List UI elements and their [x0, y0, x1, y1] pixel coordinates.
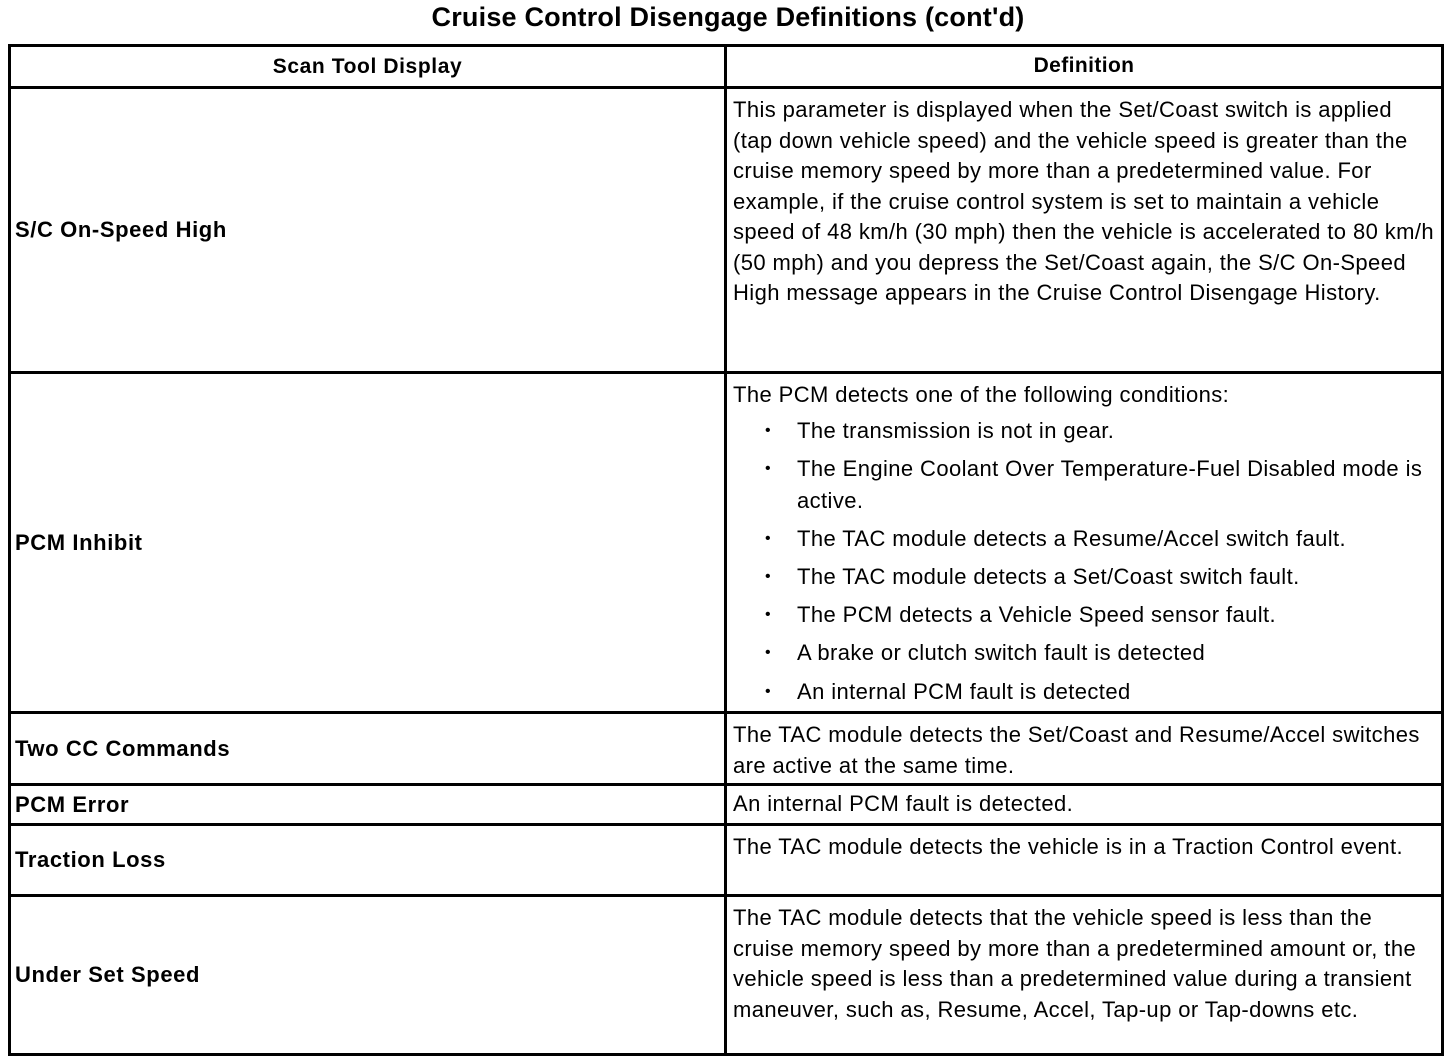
- bullet-icon: •: [765, 568, 772, 586]
- definition-text: The TAC module detects the Set/Coast and Resume/Accel switches are active at the same time.: [733, 722, 1420, 778]
- bullet-icon: •: [765, 529, 772, 547]
- table-row: [11, 374, 1441, 714]
- list-item: [765, 599, 1435, 631]
- display-cell: Traction Loss: [11, 826, 727, 894]
- definition-cell: [727, 374, 1441, 711]
- list-item-text: The PCM detects a Vehicle Speed sensor fault.: [797, 602, 1277, 628]
- definition-cell: [727, 786, 1441, 823]
- definitions-table: [8, 44, 1444, 1056]
- display-cell: S/C On-Speed High: [11, 89, 727, 371]
- definition-text: The TAC module detects the vehicle is in a Traction Control event.: [733, 834, 1404, 859]
- table-row: [11, 897, 1441, 1053]
- list-item: [765, 415, 1435, 447]
- list-item-text: The Engine Coolant Over Temperature-Fuel Disabled mode is active.: [797, 455, 1423, 513]
- table-row: [11, 89, 1441, 374]
- list-item: [765, 523, 1435, 555]
- display-cell: PCM Inhibit: [11, 374, 727, 711]
- page-title: Cruise Control Disengage Definitions (cont'd): [431, 2, 1025, 32]
- definition-cell: [727, 89, 1441, 371]
- definition-text: The TAC module detects that the vehicle speed is less than the cruise memory speed by more than a predetermined amount or, the vehicle speed is less than a predetermined value during a transient maneuver, such as, Resume, Accel, Tap-up or Tap-downs etc.: [733, 905, 1417, 1022]
- table-row: [11, 714, 1441, 786]
- bullet-icon: •: [765, 606, 772, 624]
- display-cell: Two CC Commands: [11, 714, 727, 783]
- list-item: [765, 676, 1435, 708]
- definition-cell: [727, 897, 1441, 1053]
- definition-text: This parameter is displayed when the Set/Coast switch is applied (tap down vehicle speed) and the vehicle speed is greater than the cruise memory speed by more than a predetermined value. For example, if the cruise control system is set to maintain a vehicle speed of 48 km/h (30 mph) then the vehicle is accelerated to 80 km/h (50 mph) and you depress the Set/Coast again, the S/C On-Speed High message appears in the Cruise Control Disengage History.: [733, 97, 1435, 305]
- column-header-display: Scan Tool Display: [11, 47, 727, 86]
- list-item: [765, 561, 1435, 593]
- list-item-text: The transmission is not in gear.: [797, 417, 1115, 443]
- table-row: [11, 786, 1441, 826]
- list-item-text: The TAC module detects a Resume/Accel switch fault.: [797, 525, 1347, 551]
- table-row: [11, 826, 1441, 897]
- definition-text: An internal PCM fault is detected.: [733, 791, 1074, 817]
- display-cell: PCM Error: [11, 786, 727, 823]
- column-header-definition: Definition: [1033, 54, 1135, 78]
- bullet-icon: •: [765, 459, 772, 477]
- display-cell: Under Set Speed: [11, 897, 727, 1053]
- bullet-icon: •: [765, 421, 772, 439]
- definition-text: The PCM detects one of the following conditions:: [733, 382, 1230, 407]
- bullet-icon: •: [765, 682, 772, 700]
- list-item-text: A brake or clutch switch fault is detected: [797, 640, 1206, 666]
- list-item-text: An internal PCM fault is detected: [797, 678, 1131, 704]
- list-item: [765, 637, 1435, 669]
- bullet-icon: •: [765, 644, 772, 662]
- condition-list: [733, 415, 1435, 708]
- definition-cell: [727, 826, 1441, 894]
- definition-cell: [727, 714, 1441, 783]
- list-item-text: The TAC module detects a Set/Coast switch fault.: [797, 564, 1300, 590]
- list-item: [765, 453, 1435, 517]
- table-header-row: [11, 47, 1441, 89]
